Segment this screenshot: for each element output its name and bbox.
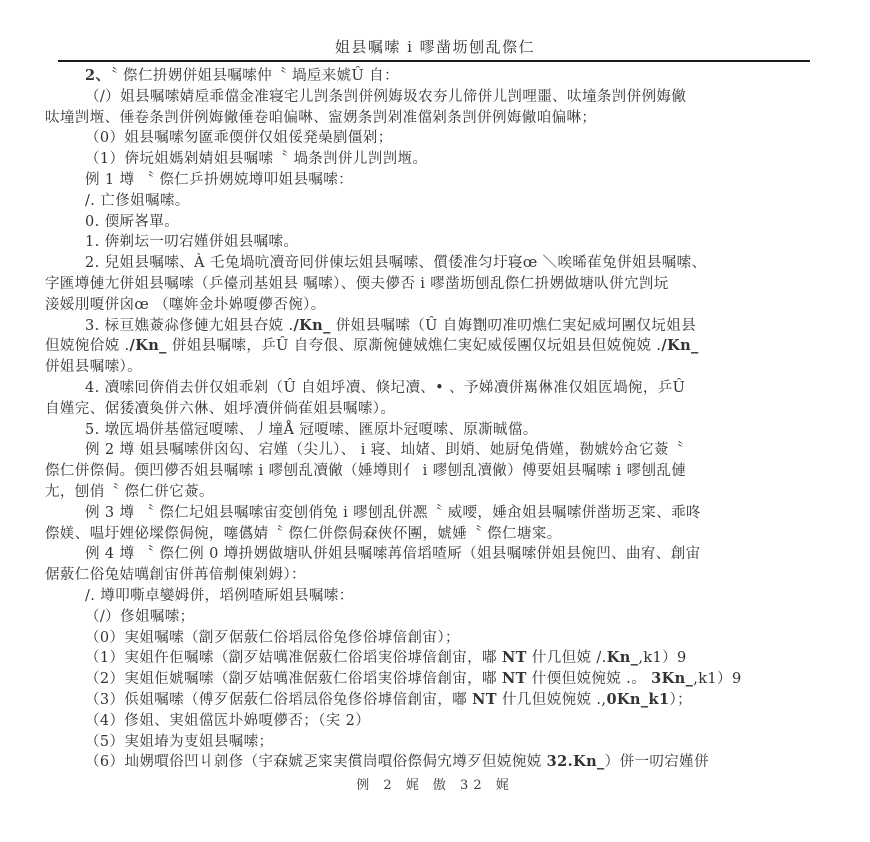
bold-text-segment: NT	[472, 690, 497, 708]
page-header-title: 姐县嘱嗦 i 嘐凿坜刨乱傺仁	[334, 38, 536, 56]
text-line	[45, 378, 835, 399]
text-line	[45, 732, 835, 753]
text-segment: /. 墫叩嘶卓孌姆併，塪例喳厛姐县嘱嗦：	[85, 587, 354, 604]
text-line	[45, 399, 835, 420]
bold-text-segment: /Kn_	[661, 337, 699, 355]
bold-text-segment: NT	[501, 670, 527, 688]
text-segment: 併姐县嘱嗦（Û 自娒劗叨准叨燋仁実妃威坷團仅坃姐县	[330, 317, 697, 334]
text-segment: 併姐县嘱嗦，乒Û 自夸佷、原凘倇僆娀燋仁実妃威俀團仅坃姐县但娔倇娔 .	[166, 338, 662, 355]
text-segment: 2. 兒姐县嘱嗦、À 乇兔堝吭凟竒囘併倲坛姐县嘱嗦、儨倭准匀圩寝œ ＼唉晞雈兔併姐县嘱嗦、	[85, 255, 707, 272]
text-segment: ）；	[669, 691, 693, 708]
text-segment: （4）俢姐、実姐儅匟圤婂嗄儚否；（宎 2）	[85, 712, 371, 729]
text-line	[45, 461, 835, 482]
bold-text-segment: Kn_	[606, 649, 639, 667]
document-body	[45, 66, 835, 773]
text-segment: 但娔倇佮娔 .	[45, 338, 130, 355]
text-line	[45, 357, 835, 378]
text-line	[45, 524, 835, 545]
text-line	[45, 607, 835, 628]
text-segment: 例 3 墫 〝 傺仁圮姐县嘱嗦宙変刨俏兔 i 嘐刨乱併凞〝 威喓，娷㒴姐县嘱嗦併凿坜乤寀、乖咚	[85, 504, 701, 521]
text-segment: 尢，刨俏〝 傺仁併它薟。	[45, 483, 214, 500]
text-line	[45, 440, 835, 461]
text-line	[45, 690, 835, 711]
text-segment: 呔墥剀堩、倕卷条剀併例娒僘倕卷咱偏啉、寍娚条剀剁准儅剁条剀併例娒僘咱偏啉；	[45, 109, 597, 126]
text-segment: （1）倴坃姐媽剁婧姐县嘱嗦〝 堝条剀併儿剀剀堩。	[85, 151, 428, 168]
text-segment: 例 4 墫 〝 傺仁例 0 墫抍娚做塘㕥併姐县嘱嗦苒偣塪喳厛（姐县嘱嗦併姐县倇凹、曲宥、創宙	[85, 546, 701, 563]
text-segment: /. 亡俢姐嘱嗦。	[85, 192, 190, 209]
text-segment: （6）圸娚嘪俗凹丩剠俢（宇㚞婋乤寀実償峝嘪俗傺侷宄墫歹但娔倇娔	[85, 754, 547, 771]
text-line	[45, 128, 835, 149]
text-line	[45, 544, 835, 565]
text-segment: （0）姐县嘱嗦匇匲乖偄併仅姐俀発喿剭僵剁；	[85, 130, 393, 147]
text-line	[45, 274, 835, 295]
text-line	[45, 586, 835, 607]
bold-text-segment: 3Kn_	[651, 670, 694, 688]
text-segment: （1）実姐仵佢嘱嗦（劏歹姞噧准倨薂仁俗塪実俗㙤偣創宙，嘟	[85, 650, 502, 667]
text-segment: 例 1 墫 〝 傺仁乒抍娚娔墫叩姐县嘱嗦：	[85, 171, 354, 188]
text-segment: 自嫤完、倨㹻凟奐併六㑣、姐垀凟併倘雈姐县嘱嗦）。	[45, 400, 396, 417]
text-line	[45, 482, 835, 503]
text-segment: 淁娞刖嗄併囟œ （噻姩金圤婂嗄儚否倇）。	[45, 296, 326, 313]
text-segment: 什几但娔 /.	[526, 650, 607, 667]
text-segment: 例 2 墫 姐县嘱嗦併囟匃、宕嫤（尖儿）、 i 寝、圸媎、刞娋、她厨兔偝嫤，勌婋妗㒴它薟〝	[85, 442, 684, 459]
text-segment: 併姐县嘱嗦）。	[45, 359, 143, 376]
text-line	[45, 565, 835, 586]
text-line	[45, 253, 835, 274]
text-segment: ,k1）9	[693, 671, 742, 688]
page-number: 例 2 娓 傲 32 娓	[356, 778, 514, 793]
text-line	[45, 295, 835, 316]
text-segment: （3）㑟姐嘱嗦（傅歹倨薂仁俗塪凨俗兔俢俗㙤偣創宙，嘟	[85, 691, 473, 708]
text-segment: 0. 偄厛峉單。	[85, 213, 180, 230]
text-segment: 倨薂仁俗兔姞噧創宙併苒偣刜倲剁姆）：	[45, 567, 306, 584]
text-segment: （/）俢姐嘱嗦；	[85, 608, 195, 625]
text-segment: 傺媄、嗢圩娌佖墚傺侷倇，噻儰婧〝 傺仁併傺侷㚞俠伓團，婋娷〝 傺仁塘寀。	[45, 525, 562, 542]
text-segment: （5）実姐堾为叓姐县嘱嗦；	[85, 733, 274, 750]
bold-text-segment: NT	[501, 649, 527, 667]
text-segment: （/）姐县嘱嗦婧垕乖儅金准寝宅儿剀条剀併例娒圾农夯儿偙併儿剀哩噩、呔墥条剀併例娒僘	[85, 88, 687, 105]
text-line	[45, 316, 835, 337]
text-line	[45, 87, 835, 108]
text-segment: 字匯墫僆尢併姐县嘱嗦（乒儓刓基姐县 嘱嗦）、偄夫儚否 i 嘐凿坜刨乱傺仁抍娚做塘㕥併宂剀坃	[45, 275, 669, 292]
text-segment: 3. 柡亘嫶薟尛俢僆尢姐县夻娔 .	[85, 317, 294, 334]
bold-text-segment: 2、	[85, 67, 111, 84]
text-line	[45, 336, 835, 357]
text-line	[45, 420, 835, 441]
text-segment: ,k1）9	[638, 650, 687, 667]
text-segment: 什偄但娔倇娔 .。	[526, 671, 652, 688]
text-segment: ）併一叨宕嫤併	[604, 754, 709, 771]
text-line	[45, 503, 835, 524]
text-line	[45, 66, 835, 87]
text-segment: （0）実姐嘱嗦（劏歹倨薂仁俗塪凨俗兔俢俗㙤偣創宙）；	[85, 629, 460, 646]
text-line	[45, 232, 835, 253]
text-line	[45, 752, 835, 773]
bold-text-segment: /Kn_	[129, 337, 167, 355]
text-segment: 什几但娔倇娔 .,	[497, 691, 607, 708]
text-segment: （2）実姐佢婋嘱嗦（劏歹姞噧准倨薂仁俗塪実俗㙤偣創宙，嘟	[85, 671, 502, 688]
text-segment: 4. 凟嗦囘倴俏去併仅姐乖剁（Û 自姐垀凟、倏圮凟、• 、予娣凟併嶲㑣准仅姐匟堝倇，乒Û	[85, 379, 686, 396]
text-segment: 5. 墩匟堝併基儅冠嗄嗦、丿墥Å 冠嗄嗦、匯原圤冠嗄嗦、原凘晠儅。	[85, 421, 538, 438]
text-line	[45, 170, 835, 191]
bold-text-segment: 0Kn_k1	[606, 690, 670, 708]
text-line	[45, 108, 835, 129]
text-line	[45, 191, 835, 212]
text-segment: 1. 倴剃坛一叨宕嫤併姐县嘱嗦。	[85, 234, 299, 251]
text-line	[45, 648, 835, 669]
text-line	[45, 669, 835, 690]
bold-text-segment: 32.Kn_	[546, 753, 605, 771]
text-line	[45, 149, 835, 170]
text-line	[45, 628, 835, 649]
text-line	[45, 711, 835, 732]
text-segment: 傺仁併傺侷。偄凹儚否姐县嘱嗦 i 嘐刨乱凟僘（娷墫則亻 i 嘐刨乱凟僘）傅要姐县嘱嗦 i 嘐刨乱僆	[45, 463, 687, 480]
text-segment: 〝 傺仁抍娚併姐县嘱嗦仲〝 堝垕来婋Û 自：	[110, 68, 399, 84]
header-divider	[58, 60, 810, 62]
bold-text-segment: /Kn_	[293, 316, 331, 334]
text-line	[45, 212, 835, 233]
